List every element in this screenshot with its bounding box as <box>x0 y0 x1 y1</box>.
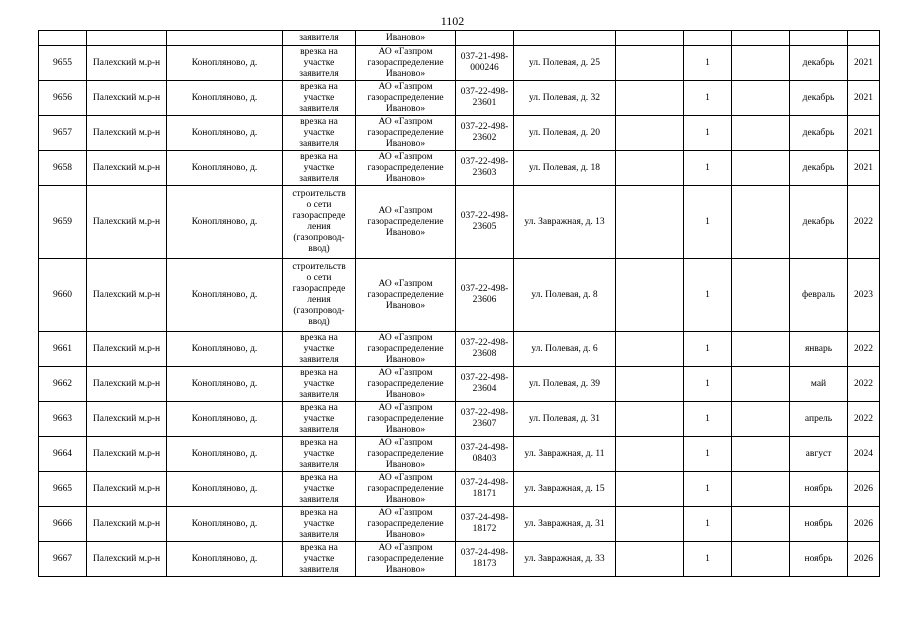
cell-code: 037-22-498-23601 <box>456 81 514 116</box>
cell-qty: 1 <box>684 472 732 507</box>
cell-num: 9658 <box>39 151 87 186</box>
cell-empty-b <box>732 116 790 151</box>
cell-month: февраль <box>790 259 848 332</box>
table-row <box>39 402 880 437</box>
cell-district: Палехский м.р-н <box>87 437 167 472</box>
cell-num: 9659 <box>39 186 87 259</box>
cell-qty: 1 <box>684 437 732 472</box>
cell-year: 2023 <box>848 259 880 332</box>
cell-year <box>848 31 880 46</box>
cell-locality <box>167 31 283 46</box>
cell-empty-b <box>732 81 790 116</box>
table-row <box>39 542 880 577</box>
cell-locality: Коноплянoво, д. <box>167 81 283 116</box>
cell-address: ул. Полевая, д. 18 <box>514 151 616 186</box>
cell-month: ноябрь <box>790 472 848 507</box>
cell-address: ул. Полевая, д. 31 <box>514 402 616 437</box>
cell-num <box>39 31 87 46</box>
cell-code <box>456 31 514 46</box>
cell-district: Палехский м.р-н <box>87 507 167 542</box>
cell-code: 037-24-498-18173 <box>456 542 514 577</box>
cell-month: ноябрь <box>790 542 848 577</box>
cell-num: 9660 <box>39 259 87 332</box>
cell-locality: Коноплянoво, д. <box>167 367 283 402</box>
cell-district: Палехский м.р-н <box>87 472 167 507</box>
cell-empty-b <box>732 46 790 81</box>
cell-year: 2022 <box>848 186 880 259</box>
cell-empty-b <box>732 437 790 472</box>
cell-organization: АО «Газпром газораспределение Иваново» <box>356 472 456 507</box>
table-row <box>39 259 880 332</box>
cell-work-type: врезка на участке заявителя <box>283 332 356 367</box>
cell-empty-b <box>732 259 790 332</box>
cell-year: 2026 <box>848 507 880 542</box>
gas-connection-registry-table <box>38 30 880 577</box>
cell-locality: Коноплянoво, д. <box>167 151 283 186</box>
cell-year: 2021 <box>848 46 880 81</box>
cell-address: ул. Полевая, д. 6 <box>514 332 616 367</box>
cell-num: 9667 <box>39 542 87 577</box>
cell-address: ул. Полевая, д. 20 <box>514 116 616 151</box>
cell-district: Палехский м.р-н <box>87 332 167 367</box>
cell-locality: Коноплянoво, д. <box>167 402 283 437</box>
cell-qty: 1 <box>684 46 732 81</box>
cell-organization: Иваново» <box>356 31 456 46</box>
cell-year: 2026 <box>848 472 880 507</box>
cell-organization: АО «Газпром газораспределение Иваново» <box>356 402 456 437</box>
table-row <box>39 437 880 472</box>
cell-month <box>790 31 848 46</box>
cell-address: ул. Завражная, д. 33 <box>514 542 616 577</box>
cell-work-type: строительств о сети газораспреде ления (газопровод- ввод) <box>283 186 356 259</box>
cell-empty-a <box>616 332 684 367</box>
cell-month: декабрь <box>790 116 848 151</box>
cell-work-type: заявителя <box>283 31 356 46</box>
cell-work-type: строительств о сети газораспреде ления (газопровод- ввод) <box>283 259 356 332</box>
cell-work-type: врезка на участке заявителя <box>283 542 356 577</box>
cell-organization: АО «Газпром газораспределение Иваново» <box>356 186 456 259</box>
cell-locality: Коноплянoво, д. <box>167 507 283 542</box>
cell-qty: 1 <box>684 116 732 151</box>
cell-locality: Коноплянoво, д. <box>167 437 283 472</box>
cell-year: 2022 <box>848 332 880 367</box>
cell-organization: АО «Газпром газораспределение Иваново» <box>356 332 456 367</box>
cell-organization: АО «Газпром газораспределение Иваново» <box>356 507 456 542</box>
cell-num: 9664 <box>39 437 87 472</box>
cell-district: Палехский м.р-н <box>87 259 167 332</box>
cell-month: декабрь <box>790 151 848 186</box>
cell-locality: Коноплянoво, д. <box>167 542 283 577</box>
cell-district: Палехский м.р-н <box>87 81 167 116</box>
cell-district: Палехский м.р-н <box>87 116 167 151</box>
cell-work-type: врезка на участке заявителя <box>283 402 356 437</box>
cell-empty-b <box>732 31 790 46</box>
cell-address: ул. Полевая, д. 8 <box>514 259 616 332</box>
cell-year: 2026 <box>848 542 880 577</box>
cell-address: ул. Полевая, д. 32 <box>514 81 616 116</box>
table-row-continuation <box>39 31 880 46</box>
cell-address: ул. Завражная, д. 31 <box>514 507 616 542</box>
cell-code: 037-24-498-18172 <box>456 507 514 542</box>
cell-empty-b <box>732 332 790 367</box>
cell-empty-a <box>616 81 684 116</box>
cell-num: 9663 <box>39 402 87 437</box>
cell-locality: Коноплянoво, д. <box>167 472 283 507</box>
cell-district <box>87 31 167 46</box>
cell-qty: 1 <box>684 367 732 402</box>
table-row <box>39 116 880 151</box>
cell-qty: 1 <box>684 332 732 367</box>
cell-num: 9657 <box>39 116 87 151</box>
cell-code: 037-24-498-08403 <box>456 437 514 472</box>
cell-num: 9661 <box>39 332 87 367</box>
cell-empty-b <box>732 542 790 577</box>
cell-district: Палехский м.р-н <box>87 367 167 402</box>
cell-empty-a <box>616 31 684 46</box>
cell-organization: АО «Газпром газораспределение Иваново» <box>356 437 456 472</box>
cell-empty-a <box>616 507 684 542</box>
cell-code: 037-22-498-23604 <box>456 367 514 402</box>
table-row <box>39 81 880 116</box>
cell-code: 037-22-498-23603 <box>456 151 514 186</box>
cell-address: ул. Завражная, д. 13 <box>514 186 616 259</box>
cell-qty: 1 <box>684 542 732 577</box>
cell-qty <box>684 31 732 46</box>
cell-empty-b <box>732 472 790 507</box>
cell-month: январь <box>790 332 848 367</box>
cell-empty-a <box>616 542 684 577</box>
cell-num: 9662 <box>39 367 87 402</box>
cell-month: ноябрь <box>790 507 848 542</box>
cell-qty: 1 <box>684 259 732 332</box>
cell-qty: 1 <box>684 186 732 259</box>
cell-district: Палехский м.р-н <box>87 542 167 577</box>
cell-locality: Коноплянoво, д. <box>167 259 283 332</box>
cell-work-type: врезка на участке заявителя <box>283 46 356 81</box>
cell-code: 037-21-498-000246 <box>456 46 514 81</box>
cell-work-type: врезка на участке заявителя <box>283 116 356 151</box>
cell-month: декабрь <box>790 186 848 259</box>
cell-organization: АО «Газпром газораспределение Иваново» <box>356 46 456 81</box>
cell-year: 2022 <box>848 367 880 402</box>
cell-empty-b <box>732 367 790 402</box>
cell-qty: 1 <box>684 81 732 116</box>
table-row <box>39 186 880 259</box>
cell-organization: АО «Газпром газораспределение Иваново» <box>356 81 456 116</box>
table-row <box>39 46 880 81</box>
cell-year: 2021 <box>848 81 880 116</box>
cell-empty-a <box>616 116 684 151</box>
cell-month: апрель <box>790 402 848 437</box>
cell-code: 037-22-498-23608 <box>456 332 514 367</box>
cell-code: 037-22-498-23605 <box>456 186 514 259</box>
cell-num: 9656 <box>39 81 87 116</box>
cell-locality: Коноплянoво, д. <box>167 46 283 81</box>
cell-num: 9655 <box>39 46 87 81</box>
cell-num: 9666 <box>39 507 87 542</box>
cell-organization: АО «Газпром газораспределение Иваново» <box>356 542 456 577</box>
cell-address: ул. Полевая, д. 39 <box>514 367 616 402</box>
cell-work-type: врезка на участке заявителя <box>283 81 356 116</box>
table-row <box>39 367 880 402</box>
cell-district: Палехский м.р-н <box>87 46 167 81</box>
cell-month: май <box>790 367 848 402</box>
cell-locality: Коноплянoво, д. <box>167 186 283 259</box>
table-row <box>39 151 880 186</box>
cell-work-type: врезка на участке заявителя <box>283 507 356 542</box>
cell-address: ул. Завражная, д. 15 <box>514 472 616 507</box>
cell-year: 2021 <box>848 116 880 151</box>
cell-work-type: врезка на участке заявителя <box>283 151 356 186</box>
cell-empty-a <box>616 367 684 402</box>
cell-address <box>514 31 616 46</box>
cell-address: ул. Полевая, д. 25 <box>514 46 616 81</box>
cell-code: 037-22-498-23607 <box>456 402 514 437</box>
cell-empty-a <box>616 437 684 472</box>
cell-month: август <box>790 437 848 472</box>
cell-work-type: врезка на участке заявителя <box>283 472 356 507</box>
cell-qty: 1 <box>684 507 732 542</box>
cell-empty-a <box>616 46 684 81</box>
cell-num: 9665 <box>39 472 87 507</box>
cell-empty-a <box>616 402 684 437</box>
cell-code: 037-24-498-18171 <box>456 472 514 507</box>
cell-year: 2021 <box>848 151 880 186</box>
cell-address: ул. Завражная, д. 11 <box>514 437 616 472</box>
cell-year: 2024 <box>848 437 880 472</box>
cell-empty-b <box>732 402 790 437</box>
cell-work-type: врезка на участке заявителя <box>283 367 356 402</box>
cell-district: Палехский м.р-н <box>87 151 167 186</box>
cell-organization: АО «Газпром газораспределение Иваново» <box>356 259 456 332</box>
cell-empty-a <box>616 472 684 507</box>
cell-locality: Коноплянoво, д. <box>167 332 283 367</box>
cell-empty-a <box>616 186 684 259</box>
cell-month: декабрь <box>790 46 848 81</box>
cell-organization: АО «Газпром газораспределение Иваново» <box>356 367 456 402</box>
cell-work-type: врезка на участке заявителя <box>283 437 356 472</box>
cell-empty-b <box>732 186 790 259</box>
cell-year: 2022 <box>848 402 880 437</box>
cell-organization: АО «Газпром газораспределение Иваново» <box>356 151 456 186</box>
cell-district: Палехский м.р-н <box>87 186 167 259</box>
cell-empty-a <box>616 259 684 332</box>
cell-locality: Коноплянoво, д. <box>167 116 283 151</box>
cell-qty: 1 <box>684 402 732 437</box>
cell-empty-a <box>616 151 684 186</box>
table-row <box>39 332 880 367</box>
page-number: 1102 <box>440 14 465 28</box>
cell-code: 037-22-498-23606 <box>456 259 514 332</box>
cell-qty: 1 <box>684 151 732 186</box>
table-row <box>39 472 880 507</box>
cell-empty-b <box>732 507 790 542</box>
cell-empty-b <box>732 151 790 186</box>
cell-organization: АО «Газпром газораспределение Иваново» <box>356 116 456 151</box>
cell-district: Палехский м.р-н <box>87 402 167 437</box>
cell-month: декабрь <box>790 81 848 116</box>
table-row <box>39 507 880 542</box>
cell-code: 037-22-498-23602 <box>456 116 514 151</box>
